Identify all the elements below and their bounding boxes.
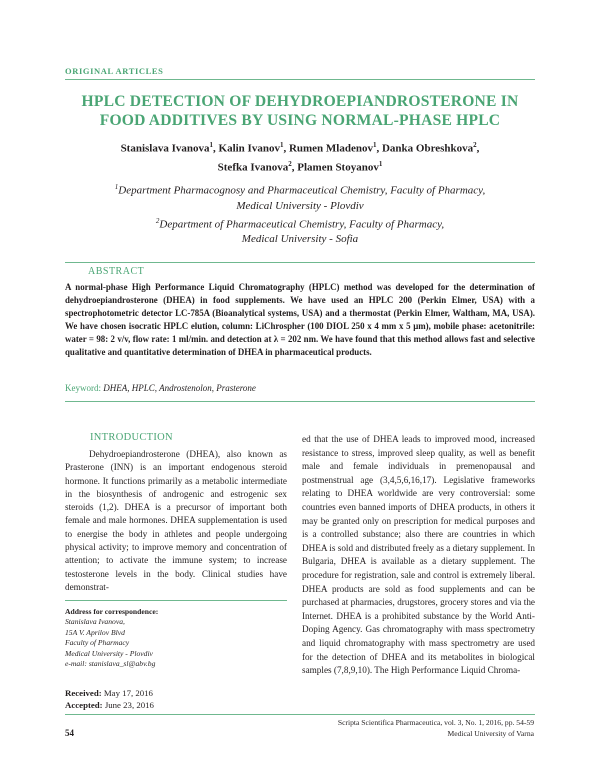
- keywords: [65, 383, 256, 393]
- section-rule: [65, 79, 535, 80]
- abstract-text: A normal-phase High Performance Liquid Chromatography (HPLC) method was developed for the determination of dehydroepiandrosterone (DHEA) in food supplements. We have used an HPLC 200 (Perkin Elmer, USA) with a spectrophotometric detector LC-785A (Bioanalytical systems, USA) and a thermostat (Perkin Elmer, Waltham, MA, USA). We have chosen isocratic HPLC elution, column: LiChrospher (100 DIOL 250 x 4 mm x 5 μm), mobile phase: acetonitrile: water = 98: 2 v/v, flow rate: 1 ml/min. and detection at λ = 202 nm. We have found that this method allows fast and selective qualitative and quantitative determination of DHEA in pharmaceutical products.: [65, 282, 535, 357]
- author-name: Stanislava Ivanova: [120, 142, 210, 155]
- title-line-1: HPLC DETECTION OF DEHYDROEPIANDROSTERONE IN: [81, 93, 519, 110]
- introduction-paragraph-continued: ed that the use of DHEA leads to improved mood, increased resistance to stress, improved sleep quality, as well as benefit male and female individuals in premenopausal and postmenstrual age (3,4,5,6,16,17). Legislative frameworks relating to DHEA worldwide are very controversial: some countries even banned imports of DHEA products, in others it may be granted only on prescription for medical purposes and is a controlled substance; also there are countries in which DHEA is sold and distributed freely as a dietary supplement. In Bulgaria, DHEA is available as a dietary supplement. The procedure for registration, sale and control is extremely liberal. DHEA products are sold as food supplements and can be purchased at pharmacies, drugstores, grocery stores and via the Internet. DHEA is a prohibited substance by the World Anti-Doping Agency. Gas chromatography with mass spectrometry and liquid chromatography with mass spectrometry are used for the detection of DHEA and its metabolites in biological samples (7,8,9,10). The High Performance Liquid Chroma-: [302, 434, 535, 676]
- author-name: Plamen Stoyanov: [297, 161, 379, 174]
- affiliations: [40, 180, 560, 247]
- affiliation-2-line-2: Medical University - Sofia: [241, 233, 359, 246]
- author-name: Danka Obreshkova: [381, 142, 474, 155]
- author-affiliation-mark: 2: [288, 159, 292, 168]
- keywords-label: Keyword:: [65, 383, 101, 393]
- accepted-date: June 23, 2016: [104, 700, 154, 710]
- abstract-rule: [65, 262, 535, 263]
- author-name: Kalin Ivanov: [218, 142, 280, 155]
- journal-citation-line-1: Scripta Scientifica Pharmaceutica, vol. 3, No. 1, 2016, pp. 54-59: [337, 718, 534, 727]
- affiliation-number: 1: [114, 183, 119, 191]
- article-dates: [65, 687, 154, 711]
- affiliation-1-line-1: Department Pharmacognosy and Pharmaceutical Chemistry, Faculty of Pharmacy,: [118, 184, 486, 197]
- article-title: [40, 92, 560, 130]
- introduction-paragraph: Dehydroepiandrosterone (DHEA), also known as Prasterone (INN) is an important endogenous steroid hormone. It functions primarily as a metabolic intermediate in the biosynthesis of androgenic and estrogenic sex steroids (1,2). DHEA is a precursor of important both female and male hormones. DHEA supplementation is used to energise the body in athletes and people undergoing physical activity; to improve memory and concentration of attention; to activate the immune system; to increase testosterone levels in the body. Clinical studies have demonstrat-: [65, 449, 287, 592]
- correspondence-faculty: Faculty of Pharmacy: [65, 638, 130, 648]
- affiliation-number: 2: [155, 216, 160, 225]
- author-affiliation-mark: 2: [473, 141, 477, 149]
- keywords-list: DHEA, HPLC, Androstenolon, Prasterone: [103, 383, 256, 393]
- journal-citation-line-2: Medical University of Varna: [447, 728, 534, 738]
- section-label: ORIGINAL ARTICLES: [65, 66, 164, 76]
- footer-rule: [65, 714, 535, 715]
- keywords-rule: [65, 401, 535, 402]
- correspondence-email: e-mail: stanislava_sl@abv.bg: [65, 659, 156, 669]
- correspondence-heading: Address for correspondence:: [65, 607, 159, 616]
- correspondence-street: 15A V. Aprilov Blvd: [65, 627, 125, 637]
- introduction-heading: INTRODUCTION: [90, 432, 173, 443]
- introduction-column-1: [65, 448, 287, 594]
- accepted-label: Accepted:: [65, 700, 103, 710]
- received-date: May 17, 2016: [103, 688, 153, 698]
- author-affiliation-mark: 1: [279, 141, 284, 149]
- correspondence-university: Medical University - Plovdiv: [65, 648, 153, 658]
- correspondence-block: [65, 607, 158, 669]
- author-affiliation-mark: 1: [378, 159, 383, 168]
- page-number: 54: [65, 728, 74, 738]
- affiliation-1-line-2: Medical University - Plovdiv: [236, 199, 364, 212]
- correspondence-rule: [65, 600, 287, 601]
- affiliation-2-line-1: Department of Pharmaceutical Chemistry, Faculty of Pharmacy,: [159, 218, 445, 231]
- abstract-heading: ABSTRACT: [88, 266, 145, 277]
- author-affiliation-mark: 1: [209, 141, 214, 149]
- correspondence-name: Stanislava Ivanova,: [65, 617, 125, 627]
- journal-citation: [338, 718, 534, 739]
- received-label: Received:: [65, 688, 102, 698]
- author-list: Stanislava Ivanova$^1$, Kalin Ivanov$^1$, Rumen Mladenov$^1$, Danka Obreshkova$^2$, Stefka Ivanova$^2$, Plamen Stoyanov$^1$: [120, 141, 480, 174]
- author-name: Stefka Ivanova: [217, 161, 289, 174]
- author-name: Rumen Mladenov: [288, 142, 373, 155]
- title-line-2: FOOD ADDITIVES BY USING NORMAL-PHASE HPLC: [99, 112, 501, 129]
- author-affiliation-mark: 1: [372, 141, 377, 149]
- introduction-column-2: [302, 433, 535, 678]
